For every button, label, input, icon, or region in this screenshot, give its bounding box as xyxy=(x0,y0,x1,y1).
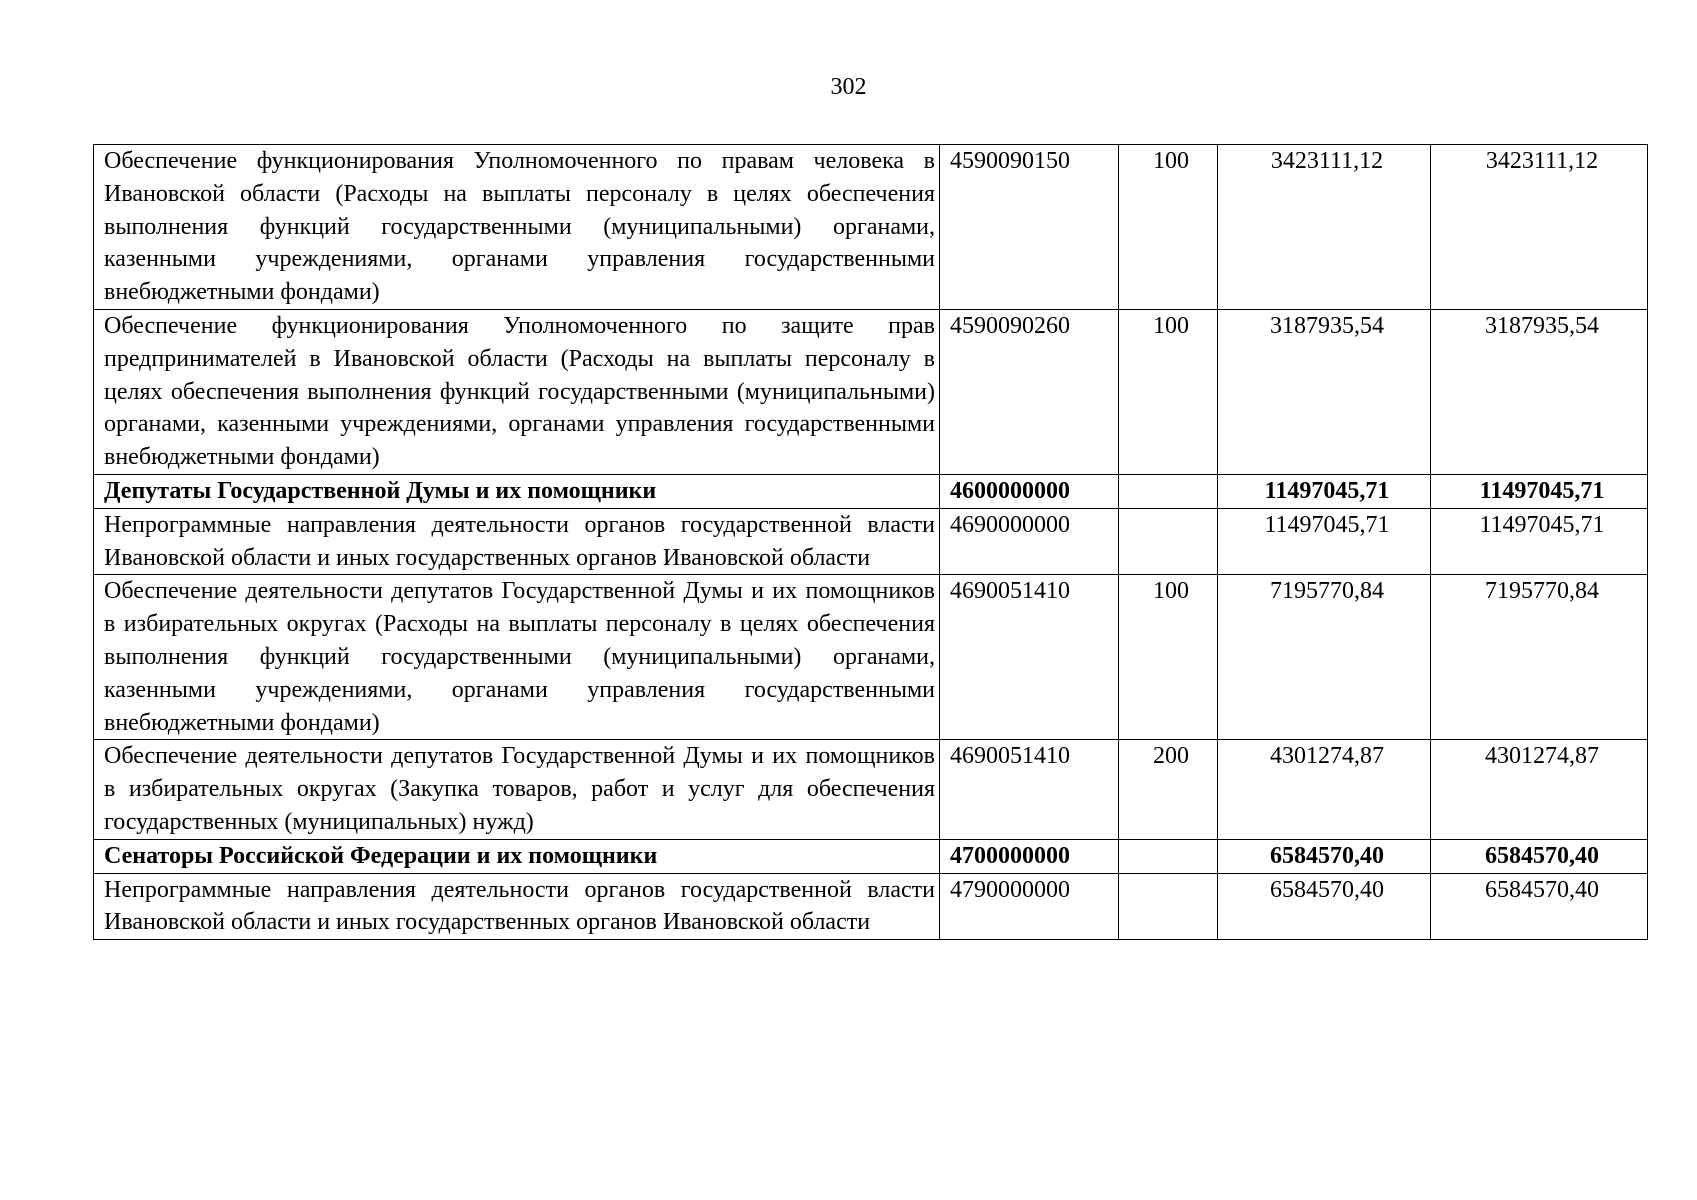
expense-type-code: 200 xyxy=(1119,740,1218,839)
expense-type-code xyxy=(1119,839,1218,873)
budget-table xyxy=(93,144,1648,940)
table-row xyxy=(94,575,1648,740)
item-name: Непрограммные направления деятельности органов государственной власти Ивановской области и иных государственных органов Ивановской области xyxy=(94,873,940,940)
amount-year-2: 6584570,40 xyxy=(1431,839,1648,873)
expense-type-code: 100 xyxy=(1119,145,1218,310)
target-article-code: 4690000000 xyxy=(940,508,1119,575)
target-article-code: 4600000000 xyxy=(940,474,1119,508)
item-name: Сенаторы Российской Федерации и их помощники xyxy=(94,839,940,873)
amount-year-1: 4301274,87 xyxy=(1218,740,1431,839)
expense-type-code xyxy=(1119,474,1218,508)
expense-type-code: 100 xyxy=(1119,309,1218,474)
amount-year-1: 3423111,12 xyxy=(1218,145,1431,310)
target-article-code: 4790000000 xyxy=(940,873,1119,940)
target-article-code: 4590090260 xyxy=(940,309,1119,474)
amount-year-2: 3423111,12 xyxy=(1431,145,1648,310)
table-row xyxy=(94,873,1648,940)
table-row xyxy=(94,145,1648,310)
amount-year-1: 6584570,40 xyxy=(1218,839,1431,873)
amount-year-2: 7195770,84 xyxy=(1431,575,1648,740)
item-name: Обеспечение функционирования Уполномоченного по защите прав предпринимателей в Ивановской области (Расходы на выплаты персоналу в целях обеспечения выполнения функций государственными (муниципальными) органами, казенными учреждениями, органами управления государственными внебюджетными фондами) xyxy=(94,309,940,474)
table-row xyxy=(94,508,1648,575)
expense-type-code xyxy=(1119,508,1218,575)
page-number: 302 xyxy=(830,74,867,100)
target-article-code: 4590090150 xyxy=(940,145,1119,310)
amount-year-1: 6584570,40 xyxy=(1218,873,1431,940)
expense-type-code: 100 xyxy=(1119,575,1218,740)
amount-year-2: 3187935,54 xyxy=(1431,309,1648,474)
target-article-code: 4700000000 xyxy=(940,839,1119,873)
amount-year-1: 7195770,84 xyxy=(1218,575,1431,740)
item-name: Непрограммные направления деятельности органов государственной власти Ивановской области и иных государственных органов Ивановской области xyxy=(94,508,940,575)
item-name: Обеспечение деятельности депутатов Государственной Думы и их помощников в избирательных округах (Расходы на выплаты персоналу в целях обеспечения выполнения функций государственными (муниципальными) органами, казенными учреждениями, органами управления государственными внебюджетными фондами) xyxy=(94,575,940,740)
amount-year-1: 3187935,54 xyxy=(1218,309,1431,474)
item-name: Обеспечение функционирования Уполномоченного по правам человека в Ивановской области (Расходы на выплаты персоналу в целях обеспечения выполнения функций государственными (муниципальными) органами, казенными учреждениями, органами управления государственными внебюджетными фондами) xyxy=(94,145,940,310)
item-name: Депутаты Государственной Думы и их помощники xyxy=(94,474,940,508)
amount-year-1: 11497045,71 xyxy=(1218,508,1431,575)
amount-year-2: 4301274,87 xyxy=(1431,740,1648,839)
table-row-section-header xyxy=(94,839,1648,873)
amount-year-2: 11497045,71 xyxy=(1431,474,1648,508)
item-name: Обеспечение деятельности депутатов Государственной Думы и их помощников в избирательных округах (Закупка товаров, работ и услуг для обеспечения государственных (муниципальных) нужд) xyxy=(94,740,940,839)
expense-type-code xyxy=(1119,873,1218,940)
amount-year-2: 11497045,71 xyxy=(1431,508,1648,575)
table-row xyxy=(94,740,1648,839)
table-row xyxy=(94,309,1648,474)
amount-year-1: 11497045,71 xyxy=(1218,474,1431,508)
target-article-code: 4690051410 xyxy=(940,740,1119,839)
table-row-section-header xyxy=(94,474,1648,508)
target-article-code: 4690051410 xyxy=(940,575,1119,740)
amount-year-2: 6584570,40 xyxy=(1431,873,1648,940)
